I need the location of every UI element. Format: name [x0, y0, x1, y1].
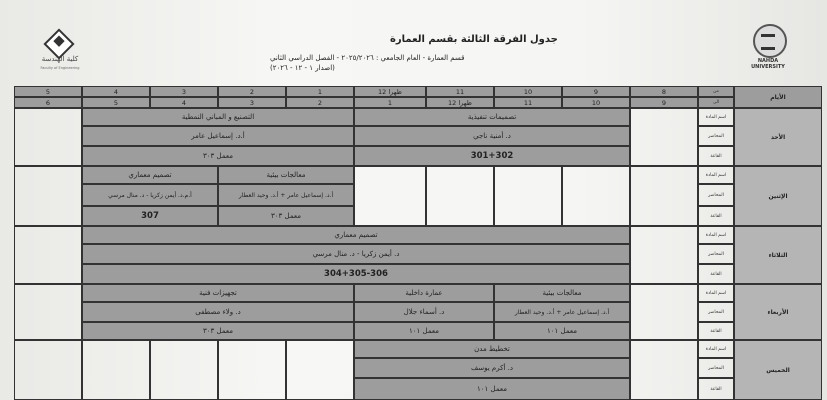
period-from-10: 5: [14, 86, 82, 97]
period-to-10: 6: [14, 97, 82, 108]
empty-slot: [630, 108, 698, 166]
period-to-8: 4: [150, 97, 218, 108]
period-from-2: 9: [562, 86, 630, 97]
empty-slot: [14, 226, 82, 284]
row-label-room: القاعة: [698, 206, 734, 226]
course-subject: تجهيزات فنية: [82, 284, 354, 302]
empty-slot: [14, 284, 82, 340]
course-instructor: أ.د. إسماعيل عامر: [82, 126, 354, 146]
period-from-8: 3: [150, 86, 218, 97]
row-label-subject: اسم المادة: [698, 166, 734, 184]
course-subject: تصميم معماري: [82, 226, 630, 244]
course-room: معمل ٣٠٣: [82, 146, 354, 166]
row-label-subject: اسم المادة: [698, 340, 734, 358]
empty-slot: [494, 166, 562, 226]
schedule-table: [14, 86, 822, 400]
period-to-2: 10: [562, 97, 630, 108]
period-from-5: ظهرا 12: [354, 86, 426, 97]
page-subtitle: قسم العمارة - العام الجامعي : ٢٠٢٥/٢٠٢٦ - الفصل الدراسي الثاني: [270, 54, 465, 62]
course-room: معمل ١٠١: [354, 322, 494, 340]
faculty-logo-name: كلية الهندسة: [41, 55, 79, 63]
period-to-5: 1: [354, 97, 426, 108]
empty-slot: [82, 340, 150, 400]
course-subject: التصنيع و المباني النمطية: [82, 108, 354, 126]
course-instructor: د. أيمن زكريا - د. منال مرسي: [82, 244, 630, 264]
course-subject: تصميمات تنفيذية: [354, 108, 630, 126]
course-room: 307: [82, 206, 218, 226]
course-room: معمل ١٠١: [494, 322, 630, 340]
course-instructor: د. أمنية ناجي: [354, 126, 630, 146]
course-room: معمل ٣٠٣: [218, 206, 354, 226]
course-instructor: د. أكرم يوسف: [354, 358, 630, 378]
period-from-1: 8: [630, 86, 698, 97]
period-to-3: 11: [494, 97, 562, 108]
empty-slot: [630, 284, 698, 340]
row-label-instructor: المحاضر: [698, 358, 734, 378]
empty-slot: [630, 166, 698, 226]
course-instructor: أ.م.د. أيمن زكريا - د. منال مرسي: [82, 184, 218, 206]
faculty-logo-subtitle: Faculty of Engineering: [40, 66, 80, 70]
day-monday: الإثنين: [734, 166, 822, 226]
course-instructor: أ.د. إسماعيل عامر + أ.د. وحيد العطار: [218, 184, 354, 206]
period-from-4: 11: [426, 86, 494, 97]
row-label-instructor: المحاضر: [698, 126, 734, 146]
empty-slot: [354, 166, 426, 226]
empty-slot: [218, 340, 286, 400]
period-to-7: 3: [218, 97, 286, 108]
course-instructor: د. أسماء جلال: [354, 302, 494, 322]
period-to-1: 9: [630, 97, 698, 108]
empty-slot: [14, 108, 82, 166]
to-label: الى: [698, 97, 734, 108]
course-instructor: أ.د. إسماعيل عامر + أ.د. وحيد العطار: [494, 302, 630, 322]
period-from-9: 4: [82, 86, 150, 97]
course-subject: تخطيط مدن: [354, 340, 630, 358]
period-to-6: 2: [286, 97, 354, 108]
university-emblem-icon: [753, 24, 787, 58]
university-logo: [745, 24, 791, 68]
days-header: الأيام: [734, 86, 822, 108]
row-label-room: القاعة: [698, 378, 734, 400]
university-logo-name: NAHDA UNIVERSITY: [751, 58, 785, 70]
day-tuesday: الثلاثاء: [734, 226, 822, 284]
course-room: 301+302: [354, 146, 630, 166]
empty-slot: [630, 340, 698, 400]
day-thursday: الخميس: [734, 340, 822, 400]
from-label: من: [698, 86, 734, 97]
row-label-room: القاعة: [698, 322, 734, 340]
row-label-subject: اسم المادة: [698, 108, 734, 126]
faculty-logo: [30, 33, 90, 73]
period-from-6: 1: [286, 86, 354, 97]
row-label-room: القاعة: [698, 146, 734, 166]
row-label-instructor: المحاضر: [698, 244, 734, 264]
course-instructor: د. ولاء مصطفى: [82, 302, 354, 322]
empty-slot: [14, 340, 82, 400]
empty-slot: [426, 166, 494, 226]
row-label-instructor: المحاضر: [698, 302, 734, 322]
course-room: 304+305-306: [82, 264, 630, 284]
day-sunday: الأحد: [734, 108, 822, 166]
page-title: جدول الفرقة الثالثة بقسم العمارة: [390, 34, 558, 45]
course-room: معمل ١٠١: [354, 378, 630, 400]
row-label-room: القاعة: [698, 264, 734, 284]
issue-note: (اصدار ١ - ١٢ - ٢٠٢٦): [270, 64, 335, 72]
empty-slot: [150, 340, 218, 400]
row-label-subject: اسم المادة: [698, 226, 734, 244]
course-room: معمل ٣٠٣: [82, 322, 354, 340]
row-label-subject: اسم المادة: [698, 284, 734, 302]
course-subject: معالجات بيئية: [218, 166, 354, 184]
period-to-4: ظهرا 12: [426, 97, 494, 108]
course-subject: تصميم معماري: [82, 166, 218, 184]
course-subject: عمارة داخلية: [354, 284, 494, 302]
empty-slot: [14, 166, 82, 226]
empty-slot: [562, 166, 630, 226]
empty-slot: [630, 226, 698, 284]
day-wednesday: الأربعاء: [734, 284, 822, 340]
empty-slot: [286, 340, 354, 400]
period-from-3: 10: [494, 86, 562, 97]
period-from-7: 2: [218, 86, 286, 97]
course-subject: معالجات بيئية: [494, 284, 630, 302]
row-label-instructor: المحاضر: [698, 184, 734, 206]
period-to-9: 5: [82, 97, 150, 108]
